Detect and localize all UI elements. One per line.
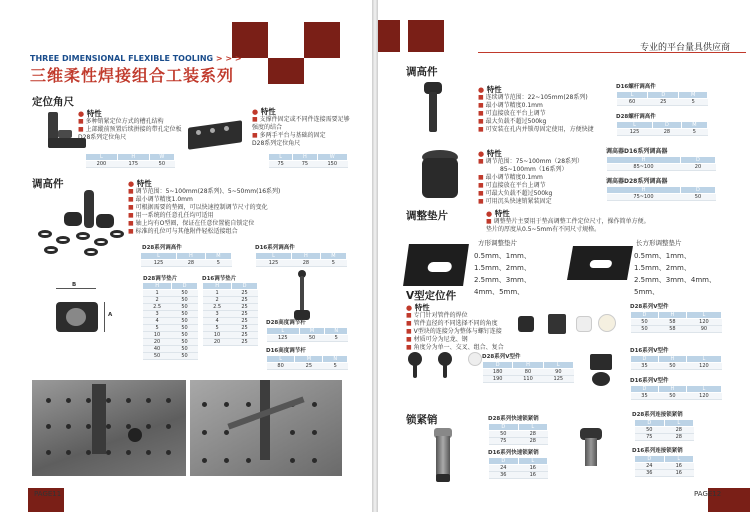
angle-block-image <box>188 118 250 152</box>
height-parts-image <box>36 190 126 260</box>
label-v16a: D16系列V型件 <box>630 348 669 354</box>
features-2: ● 特性 ■ 支撑件固定或不同件连接需要足够 强度的结合 ■ 多两手平台与基础的固定 D28系列定位角尺 <box>252 107 350 147</box>
deco-square-r1 <box>378 20 400 52</box>
table-d28-spacer: H D 1 50 2 50 2.5 50 3 50 4 50 5 50 10 50 20 50 40 50 50 50 <box>142 282 198 360</box>
label-conn16: D16系列连接锁紧销 <box>632 448 683 454</box>
page-number-left: PAGE11 <box>34 490 62 498</box>
features-1: ● 特性 ■ 多种销紧定位方式的槽孔结构 ■ 上部縱前预置后续拼接的带孔定位板 D28系列定位角尺 <box>78 109 182 141</box>
photo-fixture-1 <box>32 380 186 476</box>
features-r3: ● 特性 ■ 调整垫片主要用于垫高调整工件定位尺寸，操作简单方便。 垫片的厚度从0.5~5mm有不同尺寸规格。 <box>486 209 650 233</box>
left-page <box>0 0 372 512</box>
table-v16a: D H L 35 50 120 <box>630 355 722 370</box>
label-v28b: D28系列V型件 <box>482 354 521 360</box>
label-d28-spacer: D28调节垫片 <box>143 276 178 282</box>
page-number-right: PAGE12 <box>694 490 722 498</box>
table-conn16: D L 24 16 36 16 <box>634 455 694 477</box>
square-shim-image <box>403 244 469 286</box>
v-block-row-1 <box>518 312 618 342</box>
label-d16-adjuster: 调高器D16系列调高器 <box>606 148 668 155</box>
label-d16-rod: D16高度调节杆 <box>266 348 306 354</box>
features-3: ● 特性 ■ 调节范围：5~100mm(28系列)、5~50mm(16系列) ■ 最小调节精度1.0mm ■ 可根据需要的垫圈，可以快速控制调节尺寸的变化 ■ 用一系统的任意孔任均可适用 ■ 轴上均有O型圈，保证在任意位置能自锁定位 ■ 标准的孔位可与其他附件轻松适接组合 <box>128 179 281 235</box>
header-text: 专业的平台量具供应商 <box>640 43 731 53</box>
deco-square-3 <box>304 22 340 58</box>
deco-square-r2 <box>408 20 444 52</box>
lock-pin-image-2 <box>578 428 604 472</box>
deco-square-2 <box>268 58 304 84</box>
table-d16-rod: L M N 80 25 5 <box>266 355 348 370</box>
section-title-lock: 锁紧销 <box>406 414 438 426</box>
label-d28-height: D28系列调高件 <box>142 245 182 251</box>
table-angle-1: L H W 200 175 50 <box>85 153 175 168</box>
table-d28-adjuster: H D 75~100 50 <box>606 186 716 201</box>
table-conn28: D L 50 28 75 28 <box>634 419 694 441</box>
table-lock16: D L 24 16 36 16 <box>488 457 548 479</box>
table-d16-spacer: H D 1 25 2 25 2.5 25 3 25 4 25 5 25 10 25 20 25 <box>202 282 258 346</box>
label-rect-shim: 长方形调整垫片 <box>636 239 682 247</box>
subtitle-en: THREE DIMENSIONAL FLEXIBLE TOOLING > > > <box>30 54 242 63</box>
label-d16-screw: D16螺杆调高件 <box>616 84 656 90</box>
label-square-shim: 方形调整垫片 <box>478 239 517 247</box>
label-d16-spacer: D16调节垫片 <box>202 276 237 282</box>
deco-square-1 <box>232 22 268 58</box>
table-d16-height: L H M 125 28 5 <box>255 252 347 267</box>
table-angle-2: L H W 75 75 150 <box>268 153 348 168</box>
photo-fixture-2 <box>190 380 342 476</box>
section-title-height-r: 调高件 <box>406 66 438 78</box>
label-v28a: D28系列V型件 <box>630 304 669 310</box>
label-lock28: D28系列快速锁紧销 <box>488 416 539 422</box>
features-r4: ● 特性 ■ 专门针对管件的焊位 ■ 管件直径的不同选择不同的角度 ■ V型块的连接分为整体与螺钉连接 ■ 材质可分为尼龙、钢 ■ 角度分为单一、交叉、组合、复合 <box>406 303 504 351</box>
rect-shim-sizes: 0.5mm、1mm、1.5mm、2mm、2.5mm、3mm、4mm、5mm、 <box>634 252 716 296</box>
height-rod-image <box>292 270 312 322</box>
screw-riser-image <box>408 80 466 138</box>
table-v28a: D H L 50 58 120 50 58 90 <box>630 311 722 333</box>
table-d28-rod: L M N 125 50 5 <box>266 327 348 342</box>
v-block-small <box>586 350 620 390</box>
label-d28-screw: D28螺杆调高件 <box>616 114 656 120</box>
right-page <box>378 0 750 512</box>
section-title-shim: 调整垫片 <box>406 210 448 222</box>
table-d16-screw: L D M 60 25 5 <box>616 91 708 106</box>
section-title-v: V型定位件 <box>406 290 457 302</box>
section-title-height: 调高件 <box>32 178 64 190</box>
table-d28-height: L H M 125 28 5 <box>140 252 232 267</box>
label-conn28: D28系列连接锁紧销 <box>632 412 683 418</box>
table-v16b: D H L 35 50 120 <box>630 385 722 400</box>
label-d16-height: D16系列调高件 <box>255 245 295 251</box>
features-r1: ● 特性 ■ 连续调节范围：22~105mm(28系列) ■ 最小调节精度0.1mm ■ 可直接放在平台上调节 ■ 最大负载不超过500kg ■ 可安装在孔内并锁母固定使用，方便快捷 <box>478 85 594 133</box>
table-lock28: D L 50 28 75 28 <box>488 423 548 445</box>
features-r2: ● 特性 ■ 调节范围：75~100mm（28系列） 85~100mm（16系列） ■ 最小调节精度0.1mm ■ 可直接放在平台上调节 ■ 可最大负载不超过500kg ■ 可用沉头快速销紧装固定 <box>478 149 584 205</box>
table-d28-screw: L D M 125 28 5 <box>616 121 708 136</box>
label-lock16: D16系列快速锁紧销 <box>488 450 539 456</box>
lock-pin-image-1 <box>428 428 458 488</box>
label-d28-adjuster: 调高器D28系列调高器 <box>606 178 668 185</box>
table-d16-adjuster: H D 85~100 20 <box>606 156 716 171</box>
label-v16b: D16系列V型件 <box>630 378 669 384</box>
rect-shim-image <box>567 246 633 280</box>
spacer-drawing: B A <box>40 282 130 352</box>
square-shim-sizes: 0.5mm、1mm、1.5mm、2mm、2.5mm、3mm、4mm、5mm、 <box>474 252 531 296</box>
table-v28b: D H L 180 80 90 190 110 125 <box>482 361 574 383</box>
section-title-angle: 定位角尺 <box>32 96 74 108</box>
adjuster-image <box>418 150 462 202</box>
page-title: 三维柔性焊接组合工装系列 <box>30 66 235 85</box>
label-d28-rod: D28高度调节杆 <box>266 320 306 326</box>
